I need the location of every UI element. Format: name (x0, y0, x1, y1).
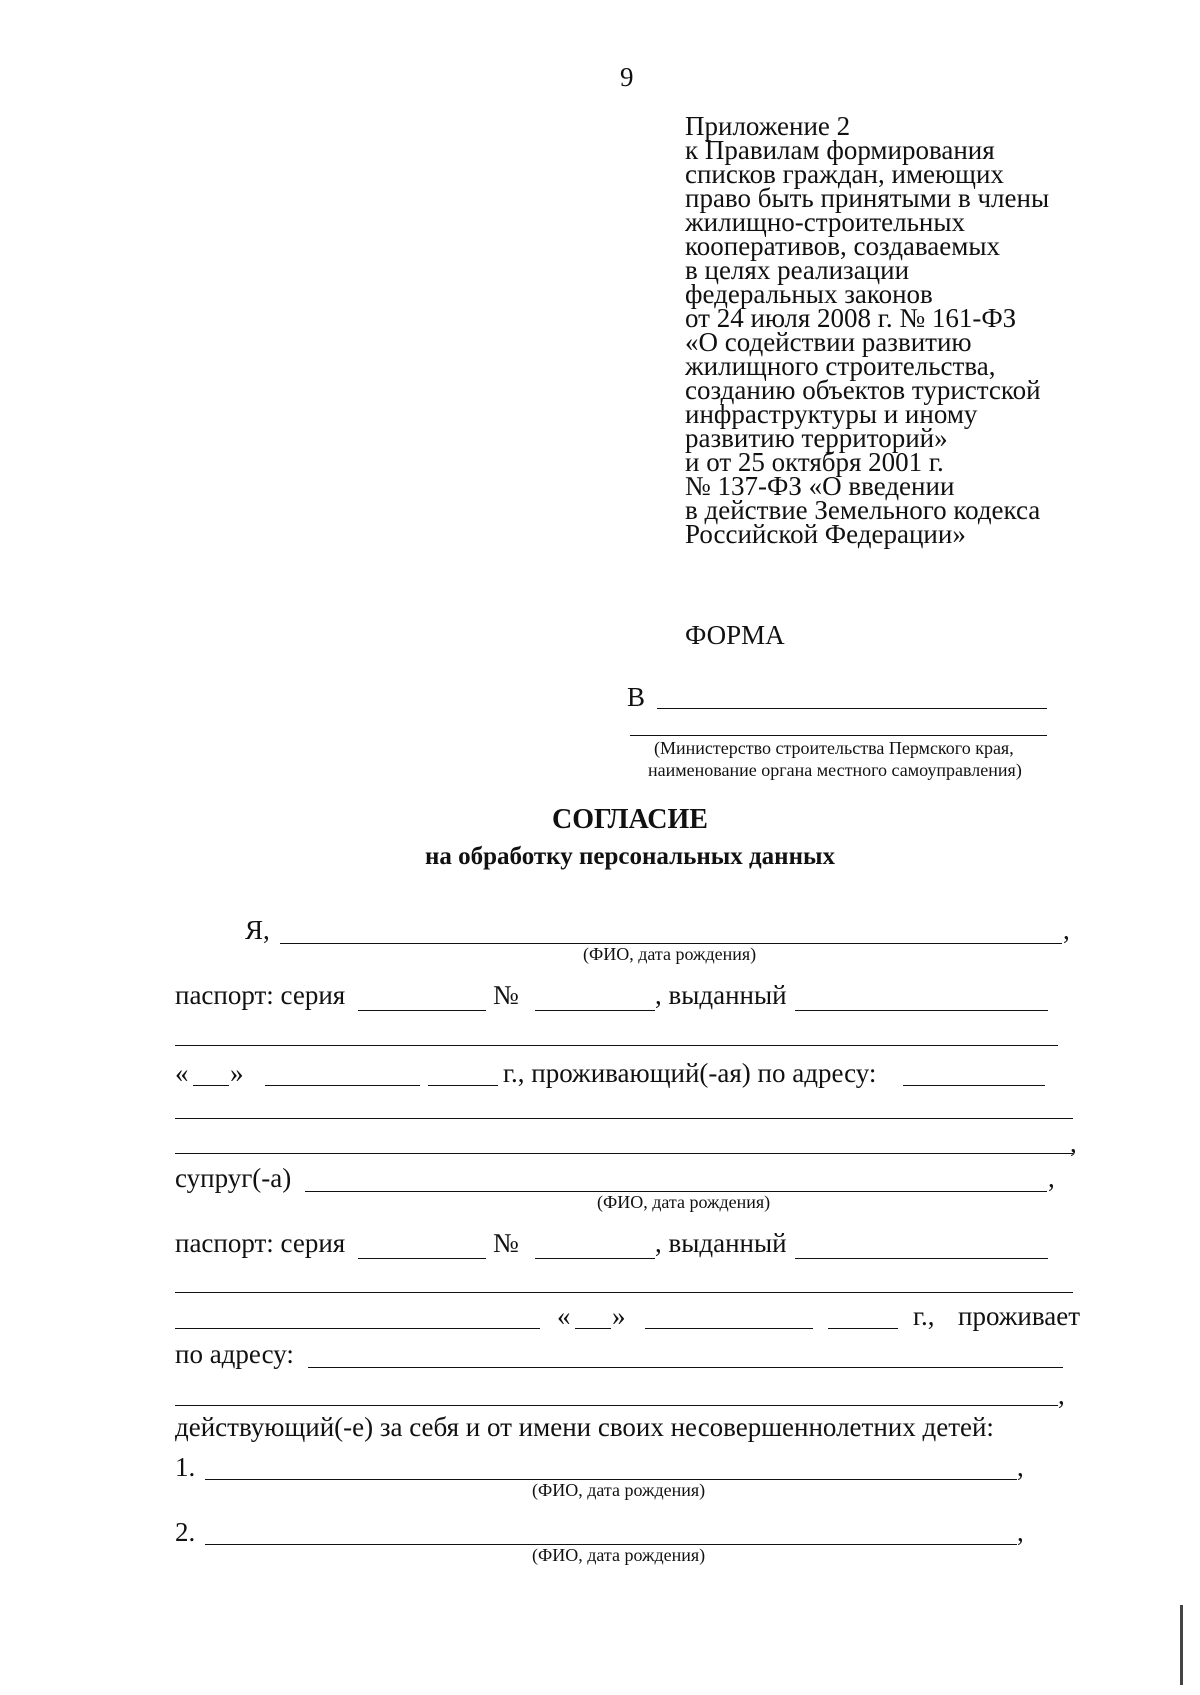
spouse-issued-by-field[interactable] (795, 1258, 1048, 1259)
comma: , (1070, 1128, 1077, 1158)
spouse-passport-number-field[interactable] (535, 1258, 655, 1259)
appendix-line: кооперативов, создаваемых (685, 231, 1000, 261)
by-address-label: по адресу: (175, 1339, 294, 1369)
quote-open: « (557, 1301, 571, 1331)
scan-edge-mark (1180, 1605, 1183, 1685)
comma: , (1058, 1380, 1065, 1410)
page-number: 9 (620, 62, 634, 92)
spouse-issued-by-field-3[interactable] (175, 1328, 540, 1329)
recipient-field-line[interactable] (657, 708, 1047, 709)
quote-open: « (175, 1058, 189, 1088)
spouse-issued-by-field-2[interactable] (175, 1292, 1073, 1293)
appendix-line: Приложение 2 (685, 111, 851, 141)
appendix-line: и от 25 октября 2001 г. (685, 447, 944, 477)
document-subtitle: на обработку персональных данных (425, 843, 835, 870)
fio-caption: (ФИО, дата рождения) (532, 1545, 706, 1565)
year-label: г., (913, 1301, 935, 1331)
comma: , (1063, 915, 1070, 945)
appendix-line: № 137-ФЗ «О введении (685, 471, 955, 501)
appendix-line: в целях реализации (685, 255, 910, 285)
appendix-line: федеральных законов (685, 279, 933, 309)
appendix-line: созданию объектов туристской (685, 375, 1041, 405)
issued-label: , выданный (655, 1228, 787, 1258)
document-title: СОГЛАСИЕ (552, 804, 708, 835)
passport-number-field[interactable] (535, 1010, 655, 1011)
child-1-number: 1. (175, 1452, 196, 1482)
child-2-number: 2. (175, 1517, 196, 1547)
issue-day-field[interactable] (193, 1085, 229, 1086)
address-field[interactable] (903, 1085, 1045, 1086)
form-label: ФОРМА (685, 620, 785, 650)
appendix-line: развитию территорий» (685, 423, 948, 453)
spouse-passport-series-field[interactable] (358, 1258, 486, 1259)
passport-series-label: паспорт: серия (175, 1228, 346, 1258)
appendix-line: Российской Федерации» (685, 519, 966, 549)
issue-month-field[interactable] (265, 1085, 420, 1086)
recipient-caption: (Министерство строительства Пермского края, (654, 738, 1014, 758)
spouse-address-field-2[interactable] (175, 1405, 1058, 1406)
spouse-address-field[interactable] (308, 1367, 1063, 1368)
appendix-line: право быть принятыми в члены (685, 183, 1050, 213)
appendix-line: в действие Земельного кодекса (685, 495, 1041, 525)
comma: , (1017, 1517, 1024, 1547)
issued-label: , выданный (655, 980, 787, 1010)
spouse-issue-year-field[interactable] (828, 1328, 898, 1329)
year-resides-label: г., проживающий(-ая) по адресу: (503, 1058, 877, 1088)
fio-caption: (ФИО, дата рождения) (583, 944, 757, 964)
appendix-line: от 24 июля 2008 г. № 161-ФЗ (685, 303, 1017, 333)
appendix-line: жилищного строительства, (685, 351, 996, 381)
spouse-issue-month-field[interactable] (645, 1328, 813, 1329)
recipient-field-line-2[interactable] (630, 735, 1047, 736)
passport-series-label: паспорт: серия (175, 980, 346, 1010)
issued-by-field[interactable] (795, 1010, 1048, 1011)
number-sign: № (493, 1228, 519, 1258)
appendix-header (685, 111, 1105, 549)
appendix-line: списков граждан, имеющих (685, 159, 1004, 189)
appendix-line: «О содействии развитию (685, 327, 972, 357)
recipient-prefix: В (627, 682, 646, 712)
comma: , (1017, 1452, 1024, 1482)
resides-label: проживает (958, 1301, 1081, 1331)
address-field-2[interactable] (175, 1118, 1073, 1119)
spouse-label: супруг(-а) (175, 1163, 292, 1193)
appendix-line: инфраструктуры и иному (685, 399, 978, 429)
quote-close: » (230, 1058, 244, 1088)
spouse-issue-day-field[interactable] (575, 1328, 611, 1329)
passport-series-field[interactable] (358, 1010, 486, 1011)
appendix-line: жилищно-строительных (685, 207, 965, 237)
appendix-line: к Правилам формирования (685, 135, 995, 165)
number-sign: № (493, 980, 519, 1010)
recipient-caption-2: наименование органа местного самоуправления) (648, 760, 1022, 780)
comma: , (1048, 1163, 1055, 1193)
fio-caption: (ФИО, дата рождения) (597, 1192, 771, 1212)
acting-on-behalf-label: действующий(-е) за себя и от имени своих несовершеннолетних детей: (175, 1412, 994, 1442)
ya-label: Я, (245, 915, 270, 945)
address-field-3[interactable] (175, 1153, 1073, 1154)
quote-close: » (612, 1301, 626, 1331)
issued-by-field-2[interactable] (175, 1045, 1058, 1046)
fio-caption: (ФИО, дата рождения) (532, 1480, 706, 1500)
issue-year-field[interactable] (428, 1085, 498, 1086)
